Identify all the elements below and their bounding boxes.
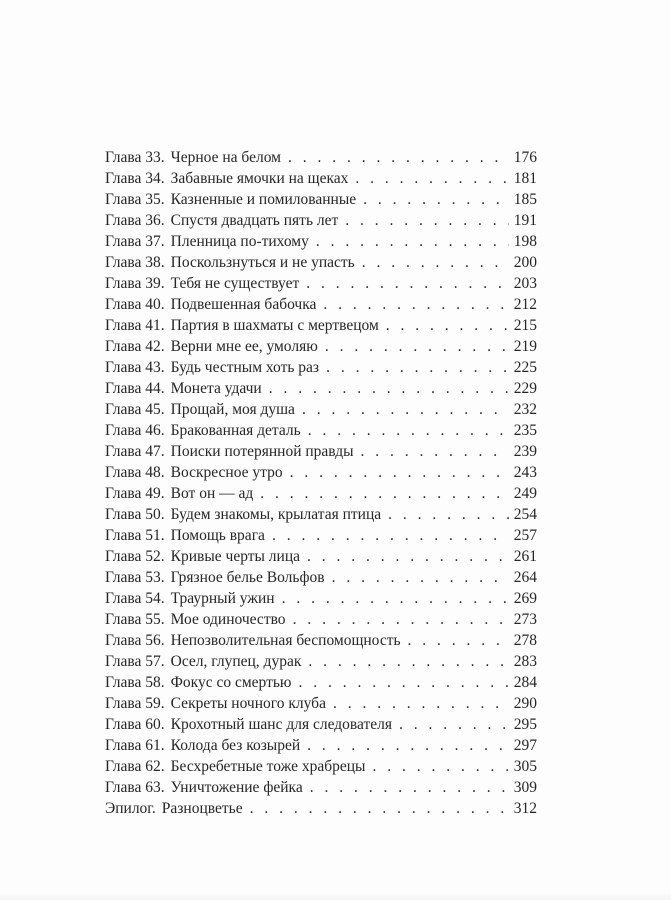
toc-list: [105, 149, 537, 821]
chapter-title: Поиски потерянной правды: [170, 443, 354, 460]
toc-entry: [105, 779, 537, 800]
chapter-label: Глава 34.: [105, 170, 165, 187]
dot-leader: [281, 149, 509, 167]
dot-leader: [301, 422, 509, 440]
chapter-label: Глава 43.: [105, 359, 165, 376]
chapter-label: Глава 56.: [105, 632, 165, 649]
toc-entry: [105, 212, 537, 233]
dot-leader: [326, 695, 509, 713]
chapter-title: Черное на белом: [170, 149, 281, 166]
chapter-label: Глава 48.: [105, 464, 165, 481]
dot-leader: [381, 506, 509, 524]
page-number: 200: [513, 254, 537, 271]
dot-leader: [265, 527, 509, 545]
toc-entry: [105, 380, 537, 401]
page-number: 203: [513, 275, 537, 292]
chapter-label: Глава 52.: [105, 548, 165, 565]
dot-leader: [283, 464, 509, 482]
chapter-title: Кривые черты лица: [170, 548, 301, 565]
toc-entry: [105, 716, 537, 737]
dot-leader: [338, 212, 509, 230]
dot-leader: [354, 443, 509, 461]
toc-entry: [105, 296, 537, 317]
dot-leader: [309, 233, 509, 251]
chapter-label: Глава 57.: [105, 653, 165, 670]
chapter-label: Глава 58.: [105, 674, 165, 691]
chapter-label: Глава 38.: [105, 254, 165, 271]
chapter-title: Забавные ямочки на щеках: [170, 170, 349, 187]
toc-entry: [105, 191, 537, 212]
dot-leader: [318, 338, 509, 356]
chapter-title: Колода без козырей: [170, 737, 301, 754]
toc-entry: [105, 527, 537, 548]
toc-entry: [105, 611, 537, 632]
dot-leader: [401, 632, 509, 650]
chapter-title: Грязное белье Вольфов: [170, 569, 325, 586]
page-number: 176: [513, 149, 537, 166]
dot-leader: [365, 758, 509, 776]
dot-leader: [286, 611, 509, 629]
chapter-label: Глава 39.: [105, 275, 165, 292]
toc-entry: [105, 275, 537, 296]
chapter-title: Помощь врага: [170, 527, 265, 544]
chapter-title: Тебя не существует: [170, 275, 300, 292]
toc-entry: [105, 632, 537, 653]
page-number: 212: [513, 296, 537, 313]
chapter-title: Фокус со смертью: [170, 674, 292, 691]
chapter-title: Подвешенная бабочка: [170, 296, 317, 313]
chapter-label: Глава 46.: [105, 422, 165, 439]
chapter-title: Пленница по-тихому: [170, 233, 309, 250]
dot-leader: [295, 401, 509, 419]
chapter-label: Эпилог.: [105, 800, 156, 817]
toc-entry: [105, 443, 537, 464]
toc-entry: [105, 737, 537, 758]
page-number: 198: [513, 233, 537, 250]
toc-entry: [105, 653, 537, 674]
toc-entry: [105, 170, 537, 191]
chapter-label: Глава 45.: [105, 401, 165, 418]
chapter-label: Глава 36.: [105, 212, 165, 229]
page-number: 225: [513, 359, 537, 376]
page-number: 232: [513, 401, 537, 418]
toc-entry: [105, 233, 537, 254]
dot-leader: [379, 317, 509, 335]
chapter-label: Глава 47.: [105, 443, 165, 460]
toc-entry: [105, 674, 537, 695]
chapter-label: Глава 44.: [105, 380, 165, 397]
page-number: 229: [513, 380, 537, 397]
chapter-label: Глава 42.: [105, 338, 165, 355]
page-number: 290: [513, 695, 537, 712]
chapter-title: Непозволительная беспомощность: [170, 632, 401, 649]
dot-leader: [262, 380, 509, 398]
dot-leader: [303, 779, 509, 797]
page-number: 239: [513, 443, 537, 460]
page-number: 273: [513, 611, 537, 628]
chapter-title: Мое одиночество: [170, 611, 286, 628]
dot-leader: [316, 296, 509, 314]
chapter-title: Прощай, моя душа: [170, 401, 295, 418]
toc-entry: [105, 464, 537, 485]
toc-entry: [105, 149, 537, 170]
chapter-label: Глава 49.: [105, 485, 165, 502]
chapter-label: Глава 40.: [105, 296, 165, 313]
dot-leader: [292, 674, 509, 692]
chapter-title: Партия в шахматы с мертвецом: [170, 317, 379, 334]
dot-leader: [299, 275, 509, 293]
chapter-label: Глава 37.: [105, 233, 165, 250]
page-number: 235: [513, 422, 537, 439]
dot-leader: [325, 569, 509, 587]
toc-entry: [105, 317, 537, 338]
dot-leader: [253, 485, 509, 503]
toc-entry: [105, 569, 537, 590]
chapter-label: Глава 54.: [105, 590, 165, 607]
chapter-title: Крохотный шанс для следователя: [170, 716, 392, 733]
page-number: 284: [513, 674, 537, 691]
page-number: 243: [513, 464, 537, 481]
dot-leader: [300, 548, 509, 566]
chapter-label: Глава 59.: [105, 695, 165, 712]
dot-leader: [392, 716, 509, 734]
page-number: 185: [513, 191, 537, 208]
dot-leader: [300, 737, 509, 755]
dot-leader: [356, 191, 509, 209]
chapter-label: Глава 60.: [105, 716, 165, 733]
chapter-label: Глава 62.: [105, 758, 165, 775]
toc-entry: [105, 506, 537, 527]
page-number: 191: [513, 212, 537, 229]
dot-leader: [301, 653, 509, 671]
page-number: 249: [513, 485, 537, 502]
dot-leader: [348, 170, 509, 188]
chapter-title: Бракованная деталь: [170, 422, 301, 439]
page-number: 297: [513, 737, 537, 754]
chapter-title: Монета удачи: [170, 380, 262, 397]
toc-entry: [105, 800, 537, 821]
page-number: 295: [513, 716, 537, 733]
chapter-label: Глава 61.: [105, 737, 165, 754]
toc-entry: [105, 254, 537, 275]
chapter-label: Глава 55.: [105, 611, 165, 628]
dot-leader: [355, 254, 509, 272]
chapter-title: Будем знакомы, крылатая птица: [170, 506, 382, 523]
chapter-label: Глава 63.: [105, 779, 165, 796]
chapter-title: Воскресное утро: [170, 464, 283, 481]
dot-leader: [275, 590, 509, 608]
chapter-title: Казненные и помилованные: [170, 191, 357, 208]
page-number: 254: [513, 506, 537, 523]
chapter-title: Разноцветье: [161, 800, 243, 817]
chapter-title: Бесхребетные тоже храбрецы: [170, 758, 366, 775]
page-number: 181: [513, 170, 537, 187]
toc-entry: [105, 758, 537, 779]
chapter-title: Спустя двадцать пять лет: [170, 212, 339, 229]
page-number: 257: [513, 527, 537, 544]
chapter-label: Глава 35.: [105, 191, 165, 208]
dot-leader: [319, 359, 509, 377]
page-number: 261: [513, 548, 537, 565]
chapter-title: Секреты ночного клуба: [170, 695, 326, 712]
chapter-label: Глава 53.: [105, 569, 165, 586]
toc-entry: [105, 695, 537, 716]
chapter-label: Глава 51.: [105, 527, 165, 544]
toc-entry: [105, 548, 537, 569]
chapter-title: Будь честным хоть раз: [170, 359, 320, 376]
page-number: 312: [513, 800, 537, 817]
dot-leader: [243, 800, 509, 818]
chapter-title: Траурный ужин: [170, 590, 275, 607]
toc-entry: [105, 590, 537, 611]
chapter-title: Осел, глупец, дурак: [170, 653, 302, 670]
toc-entry: [105, 338, 537, 359]
toc-entry: [105, 422, 537, 443]
chapter-title: Вот он — ад: [170, 485, 254, 502]
chapter-label: Глава 50.: [105, 506, 165, 523]
page-number: 264: [513, 569, 537, 586]
page-number: 305: [513, 758, 537, 775]
chapter-title: Верни мне ее, умоляю: [170, 338, 318, 355]
toc-entry: [105, 485, 537, 506]
chapter-title: Поскользнуться и не упасть: [170, 254, 355, 271]
page-number: 278: [513, 632, 537, 649]
chapter-title: Уничтожение фейка: [170, 779, 303, 796]
toc-entry: [105, 359, 537, 380]
page-number: 269: [513, 590, 537, 607]
chapter-label: Глава 33.: [105, 149, 165, 166]
page-number: 219: [513, 338, 537, 355]
page-number: 309: [513, 779, 537, 796]
toc-entry: [105, 401, 537, 422]
page-number: 215: [513, 317, 537, 334]
page-number: 283: [513, 653, 537, 670]
chapter-label: Глава 41.: [105, 317, 165, 334]
